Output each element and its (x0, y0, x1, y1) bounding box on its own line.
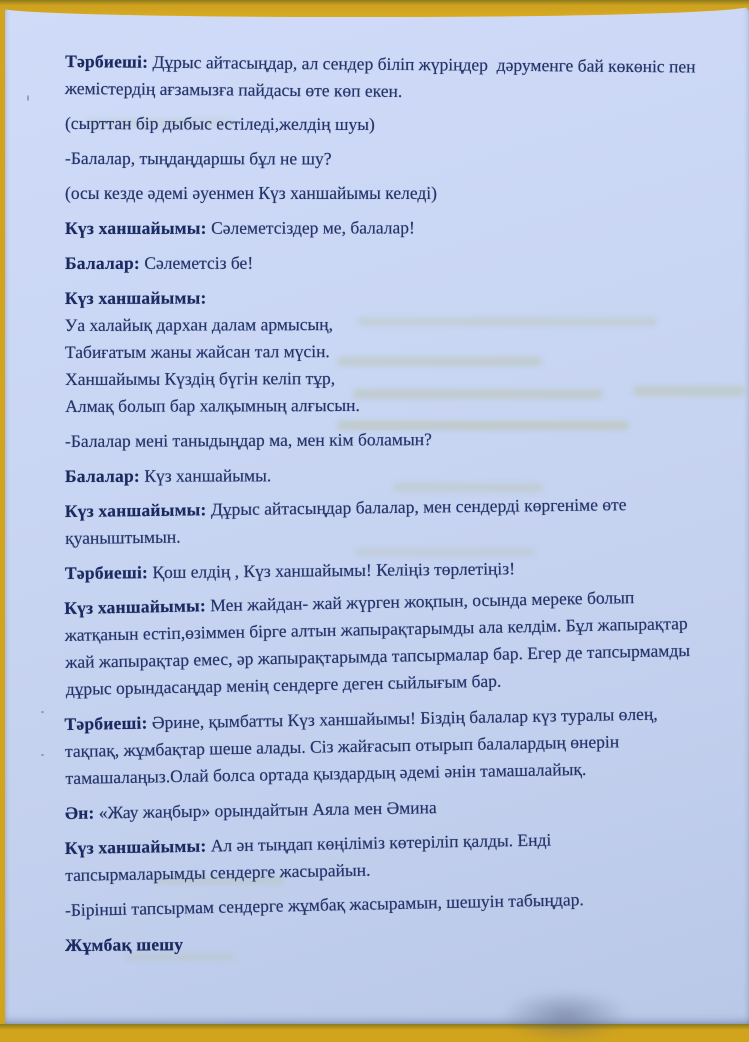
script-line-text: -Бірінші тапсырмам сендерге жұмбақ жасырамын, шешуін табыңдар. (64, 889, 584, 920)
speaker-label: Ән: (64, 802, 95, 823)
speaker-label: Күз ханшайымы: (64, 835, 207, 859)
script-paragraph (65, 790, 705, 827)
script-line-text: жемістердің ағзамызға пайдасы өте көп екен. (64, 77, 403, 101)
script-line-text: Уа халайық дархан далам армысың, (64, 314, 333, 336)
speaker-label: Балалар: (64, 252, 140, 273)
script-line (65, 425, 705, 455)
script-line-text: -Балалар, тыңдаңдаршы бұл не шу? (64, 148, 332, 169)
speaker-label: Жұмбақ шешу (64, 934, 184, 955)
script-line: Ән: «Жау жаңбыр» орындайтын Аяла мен Әмина (64, 797, 437, 823)
script-line-text: Табиғатым жаны жайсан тал мүсін. (64, 341, 330, 362)
script-line (65, 364, 705, 393)
script-paragraph (65, 553, 705, 587)
script-line (65, 180, 705, 207)
script-paragraph (65, 180, 705, 207)
script-line: Балалар: Күз ханшайымы. (64, 465, 272, 486)
script-line-text: (осы кезде әдемі әуенмен Күз ханшайымы келеді) (65, 183, 437, 203)
script-line-text: -Балалар мені таныдыңдар ма, мен кім боламын? (64, 429, 432, 451)
script-paragraph (65, 461, 705, 490)
script-paragraph (65, 214, 705, 242)
speaker-label: Тәрбиеші: (64, 712, 148, 735)
script-line-text: тақпақ, жұмбақтар шеше алады. Сіз жайғасып отырып балалардың өнерін (64, 731, 620, 761)
script-paragraph (65, 48, 705, 108)
speaker-label: Күз ханшайымы: (64, 217, 207, 238)
document-page (5, 5, 749, 1024)
script-paragraph (65, 110, 705, 139)
script-paragraph (65, 425, 705, 455)
script-line-text: тапсырмаларымды сендерге жасырайын. (65, 859, 371, 885)
script-line (65, 928, 705, 959)
script-line (65, 337, 705, 366)
script-line: Күз ханшайымы: Дұрыс айтасыңдар балалар, мен сендерді көргеніме өте (64, 494, 627, 522)
script-line-text: жатқанын естіп,өзіммен бірге алтын жапырақтарымды ала келдім. Бұл жапырақтар (64, 613, 688, 646)
script-paragraph (65, 884, 705, 924)
script-paragraph (64, 583, 706, 703)
script-line-text: Алмақ болып бар халқымның алғысын. (65, 394, 360, 416)
script-paragraph (65, 283, 705, 420)
script-paragraph (65, 928, 705, 959)
script-line-text: қуаныштымын. (65, 526, 181, 548)
script-text (5, 5, 749, 959)
script-line (65, 310, 705, 339)
script-line-text: тамашалаңыз.Олай болса ортада қыздардың әдемі әнін тамашалайық. (65, 758, 587, 788)
script-line: Балалар: Сәлеметсіз бе! (64, 252, 254, 273)
script-paragraph (65, 249, 705, 277)
script-line (65, 145, 705, 173)
script-line: Тәрбиеші: Әрине, қымбатты Күз ханшайымы! Біздің балалар күз туралы өлең, (64, 703, 658, 735)
script-line: Күз ханшайымы: Сәлеметсіздер ме, балалар! (64, 217, 415, 238)
script-paragraph (65, 145, 705, 173)
script-line (65, 283, 705, 312)
script-line (65, 75, 705, 108)
speaker-label: Балалар: (64, 465, 140, 486)
script-line: Күз ханшайымы: Ал ән тыңдап көңіліміз көтеріліп қалды. Енді (64, 829, 552, 859)
script-line-text: Ханшайымы Күздің бүгін келіп тұр, (65, 368, 336, 389)
script-paragraph (65, 490, 706, 552)
script-line-text: дұрыс орындасаңдар менің сендерге деген сыйлығым бар. (65, 670, 502, 699)
script-line-text: жай жапырақтар емес, әр жапырақтарымда тапсырмалар бар. Егер де тапсырмамды (65, 640, 691, 672)
script-line-text: (сырттан бір дыбыс естіледі,желдің шуы) (64, 113, 375, 135)
speaker-label: Күз ханшайымы: (64, 595, 207, 619)
speaker-label: Күз ханшайымы: (64, 499, 207, 522)
script-paragraph (64, 700, 705, 792)
script-line (65, 110, 705, 139)
speaker-label: Тәрбиеші: (65, 51, 149, 72)
edge-shadow (500, 990, 630, 1042)
script-line (65, 884, 705, 924)
script-paragraph (65, 824, 706, 889)
script-line: Тәрбиеші: Дұрыс айтасыңдар, ал сендер біліп жүріңдер дәруменге бай көкөніс пен (65, 51, 696, 77)
speaker-label: Күз ханшайымы: (64, 287, 207, 309)
script-line (65, 391, 705, 420)
script-line: Күз ханшайымы: Мен жайдан- жай жүрген жоқпын, осында мереке болып (64, 587, 635, 619)
speaker-label: Тәрбиеші: (64, 562, 149, 583)
script-line: Тәрбиеші: Қош елдің , Күз ханшайымы! Келіңіз төрлетіңіз! (64, 558, 516, 583)
